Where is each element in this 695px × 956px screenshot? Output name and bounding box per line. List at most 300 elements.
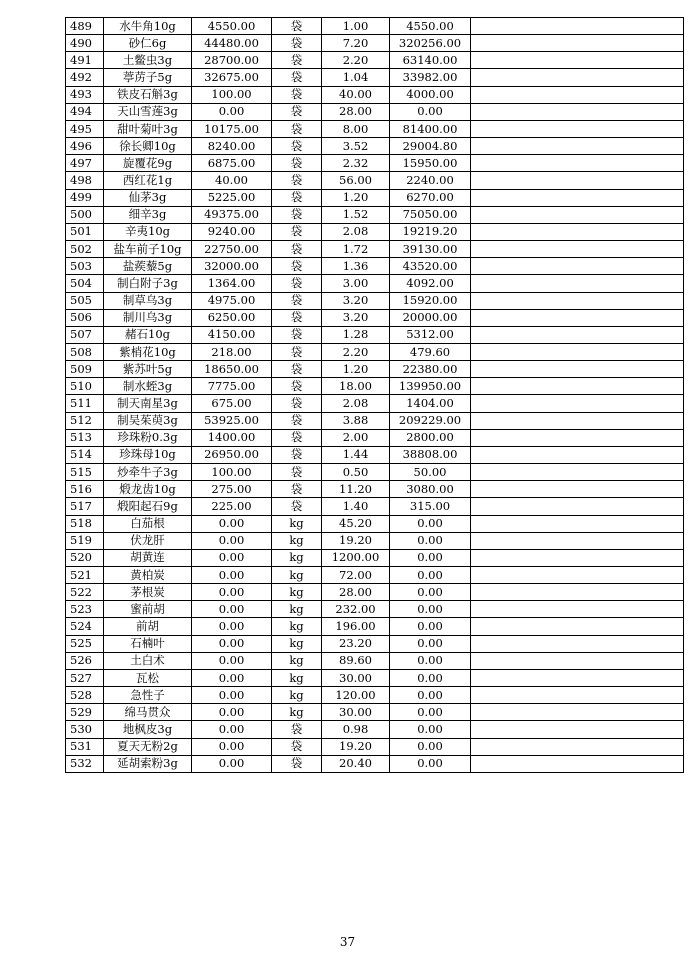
quantity-cell: 218.00 — [192, 343, 272, 360]
unit-cell: kg — [272, 687, 322, 704]
quantity-cell: 8240.00 — [192, 138, 272, 155]
table-row — [66, 52, 684, 69]
table-row — [66, 721, 684, 738]
unit-cell: 袋 — [272, 309, 322, 326]
unit-price-cell: 120.00 — [322, 687, 390, 704]
table-row — [66, 361, 684, 378]
table-row — [66, 343, 684, 360]
remark-cell — [471, 669, 684, 686]
quantity-cell: 100.00 — [192, 464, 272, 481]
quantity-cell: 53925.00 — [192, 412, 272, 429]
remark-cell — [471, 481, 684, 498]
remark-cell — [471, 446, 684, 463]
amount-cell: 2800.00 — [390, 429, 471, 446]
unit-price-cell: 40.00 — [322, 86, 390, 103]
unit-cell: kg — [272, 515, 322, 532]
quantity-cell: 40.00 — [192, 172, 272, 189]
remark-cell — [471, 687, 684, 704]
remark-cell — [471, 69, 684, 86]
item-name-cell: 盐车前子10g — [104, 241, 192, 258]
row-number-cell: 502 — [66, 241, 104, 258]
remark-cell — [471, 86, 684, 103]
unit-price-cell: 19.20 — [322, 738, 390, 755]
unit-price-cell: 1200.00 — [322, 549, 390, 566]
quantity-cell: 0.00 — [192, 738, 272, 755]
table-row — [66, 309, 684, 326]
unit-cell: 袋 — [272, 206, 322, 223]
unit-cell: 袋 — [272, 498, 322, 515]
row-number-cell: 501 — [66, 223, 104, 240]
remark-cell — [471, 189, 684, 206]
unit-cell: 袋 — [272, 189, 322, 206]
item-name-cell: 前胡 — [104, 618, 192, 635]
unit-cell: 袋 — [272, 241, 322, 258]
unit-price-cell: 2.20 — [322, 343, 390, 360]
item-name-cell: 西红花1g — [104, 172, 192, 189]
item-name-cell: 砂仁6g — [104, 35, 192, 52]
unit-price-cell: 1.36 — [322, 258, 390, 275]
table-row — [66, 755, 684, 772]
unit-cell: 袋 — [272, 755, 322, 772]
item-name-cell: 制川乌3g — [104, 309, 192, 326]
amount-cell: 0.00 — [390, 601, 471, 618]
amount-cell: 315.00 — [390, 498, 471, 515]
quantity-cell: 26950.00 — [192, 446, 272, 463]
row-number-cell: 514 — [66, 446, 104, 463]
item-name-cell: 制草乌3g — [104, 292, 192, 309]
unit-price-cell: 8.00 — [322, 120, 390, 137]
unit-price-cell: 1.04 — [322, 69, 390, 86]
amount-cell: 5312.00 — [390, 326, 471, 343]
row-number-cell: 510 — [66, 378, 104, 395]
quantity-cell: 0.00 — [192, 721, 272, 738]
item-name-cell: 延胡索粉3g — [104, 755, 192, 772]
item-name-cell: 旋覆花9g — [104, 155, 192, 172]
quantity-cell: 10175.00 — [192, 120, 272, 137]
row-number-cell: 496 — [66, 138, 104, 155]
item-name-cell: 夏天无粉2g — [104, 738, 192, 755]
table-row — [66, 120, 684, 137]
unit-price-cell: 2.20 — [322, 52, 390, 69]
unit-cell: kg — [272, 549, 322, 566]
remark-cell — [471, 18, 684, 35]
remark-cell — [471, 292, 684, 309]
amount-cell: 43520.00 — [390, 258, 471, 275]
table-row — [66, 326, 684, 343]
amount-cell: 0.00 — [390, 635, 471, 652]
row-number-cell: 499 — [66, 189, 104, 206]
quantity-cell: 0.00 — [192, 635, 272, 652]
item-name-cell: 紫梢花10g — [104, 343, 192, 360]
row-number-cell: 506 — [66, 309, 104, 326]
table-row — [66, 292, 684, 309]
row-number-cell: 524 — [66, 618, 104, 635]
unit-cell: kg — [272, 618, 322, 635]
unit-price-cell: 30.00 — [322, 669, 390, 686]
table-row — [66, 241, 684, 258]
table-row — [66, 515, 684, 532]
item-name-cell: 白茄根 — [104, 515, 192, 532]
table-row — [66, 206, 684, 223]
unit-price-cell: 28.00 — [322, 584, 390, 601]
unit-price-cell: 1.44 — [322, 446, 390, 463]
remark-cell — [471, 206, 684, 223]
unit-price-cell: 3.88 — [322, 412, 390, 429]
remark-cell — [471, 567, 684, 584]
item-name-cell: 铁皮石斛3g — [104, 86, 192, 103]
item-name-cell: 蜜前胡 — [104, 601, 192, 618]
table-row — [66, 69, 684, 86]
page-number: 37 — [339, 935, 356, 949]
unit-price-cell: 3.20 — [322, 292, 390, 309]
unit-price-cell: 1.72 — [322, 241, 390, 258]
item-name-cell: 水牛角10g — [104, 18, 192, 35]
amount-cell: 20000.00 — [390, 309, 471, 326]
remark-cell — [471, 464, 684, 481]
remark-cell — [471, 52, 684, 69]
unit-price-cell: 2.00 — [322, 429, 390, 446]
table-row — [66, 669, 684, 686]
remark-cell — [471, 704, 684, 721]
item-name-cell: 绵马贯众 — [104, 704, 192, 721]
quantity-cell: 0.00 — [192, 652, 272, 669]
unit-cell: 袋 — [272, 138, 322, 155]
quantity-cell: 18650.00 — [192, 361, 272, 378]
amount-cell: 0.00 — [390, 669, 471, 686]
remark-cell — [471, 429, 684, 446]
row-number-cell: 509 — [66, 361, 104, 378]
quantity-cell: 32675.00 — [192, 69, 272, 86]
amount-cell: 3080.00 — [390, 481, 471, 498]
quantity-cell: 100.00 — [192, 86, 272, 103]
remark-cell — [471, 343, 684, 360]
quantity-cell: 5225.00 — [192, 189, 272, 206]
table-row — [66, 275, 684, 292]
row-number-cell: 491 — [66, 52, 104, 69]
item-name-cell: 地枫皮3g — [104, 721, 192, 738]
unit-price-cell: 7.20 — [322, 35, 390, 52]
remark-cell — [471, 155, 684, 172]
amount-cell: 0.00 — [390, 515, 471, 532]
amount-cell: 139950.00 — [390, 378, 471, 395]
remark-cell — [471, 721, 684, 738]
remark-cell — [471, 584, 684, 601]
unit-price-cell: 18.00 — [322, 378, 390, 395]
amount-cell: 50.00 — [390, 464, 471, 481]
quantity-cell: 4550.00 — [192, 18, 272, 35]
row-number-cell: 493 — [66, 86, 104, 103]
unit-cell: 袋 — [272, 481, 322, 498]
unit-price-cell: 28.00 — [322, 103, 390, 120]
table-row — [66, 223, 684, 240]
remark-cell — [471, 652, 684, 669]
table-row — [66, 412, 684, 429]
amount-cell: 0.00 — [390, 738, 471, 755]
unit-cell: 袋 — [272, 446, 322, 463]
table-row — [66, 172, 684, 189]
quantity-cell: 225.00 — [192, 498, 272, 515]
item-name-cell: 辛夷10g — [104, 223, 192, 240]
row-number-cell: 528 — [66, 687, 104, 704]
unit-price-cell: 3.20 — [322, 309, 390, 326]
quantity-cell: 28700.00 — [192, 52, 272, 69]
remark-cell — [471, 395, 684, 412]
unit-cell: 袋 — [272, 395, 322, 412]
item-name-cell: 紫苏叶5g — [104, 361, 192, 378]
remark-cell — [471, 35, 684, 52]
row-number-cell: 527 — [66, 669, 104, 686]
row-number-cell: 517 — [66, 498, 104, 515]
unit-cell: 袋 — [272, 223, 322, 240]
unit-price-cell: 2.08 — [322, 223, 390, 240]
remark-cell — [471, 326, 684, 343]
row-number-cell: 530 — [66, 721, 104, 738]
quantity-cell: 0.00 — [192, 704, 272, 721]
quantity-cell: 0.00 — [192, 669, 272, 686]
unit-cell: kg — [272, 652, 322, 669]
unit-price-cell: 232.00 — [322, 601, 390, 618]
row-number-cell: 512 — [66, 412, 104, 429]
row-number-cell: 513 — [66, 429, 104, 446]
item-name-cell: 天山雪莲3g — [104, 103, 192, 120]
amount-cell: 4092.00 — [390, 275, 471, 292]
row-number-cell: 511 — [66, 395, 104, 412]
unit-price-cell: 23.20 — [322, 635, 390, 652]
quantity-cell: 0.00 — [192, 567, 272, 584]
table-row — [66, 704, 684, 721]
remark-cell — [471, 515, 684, 532]
amount-cell: 0.00 — [390, 103, 471, 120]
table-row — [66, 103, 684, 120]
table-row — [66, 549, 684, 566]
table-row — [66, 155, 684, 172]
table-row — [66, 86, 684, 103]
unit-price-cell: 30.00 — [322, 704, 390, 721]
unit-price-cell: 89.60 — [322, 652, 390, 669]
quantity-cell: 0.00 — [192, 755, 272, 772]
table-row — [66, 429, 684, 446]
row-number-cell: 507 — [66, 326, 104, 343]
item-name-cell: 石楠叶 — [104, 635, 192, 652]
unit-cell: 袋 — [272, 343, 322, 360]
remark-cell — [471, 241, 684, 258]
row-number-cell: 525 — [66, 635, 104, 652]
amount-cell: 75050.00 — [390, 206, 471, 223]
row-number-cell: 529 — [66, 704, 104, 721]
amount-cell: 63140.00 — [390, 52, 471, 69]
item-name-cell: 甜叶菊叶3g — [104, 120, 192, 137]
unit-cell: 袋 — [272, 361, 322, 378]
table-row — [66, 378, 684, 395]
amount-cell: 22380.00 — [390, 361, 471, 378]
item-name-cell: 茅根炭 — [104, 584, 192, 601]
remark-cell — [471, 223, 684, 240]
amount-cell: 0.00 — [390, 755, 471, 772]
table-row — [66, 138, 684, 155]
amount-cell: 38808.00 — [390, 446, 471, 463]
row-number-cell: 497 — [66, 155, 104, 172]
remark-cell — [471, 635, 684, 652]
unit-cell: kg — [272, 635, 322, 652]
item-name-cell: 制天南星3g — [104, 395, 192, 412]
table-row — [66, 258, 684, 275]
unit-price-cell: 1.20 — [322, 189, 390, 206]
quantity-cell: 44480.00 — [192, 35, 272, 52]
row-number-cell: 494 — [66, 103, 104, 120]
unit-cell: kg — [272, 669, 322, 686]
remark-cell — [471, 361, 684, 378]
unit-cell: 袋 — [272, 378, 322, 395]
table-row — [66, 498, 684, 515]
unit-price-cell: 196.00 — [322, 618, 390, 635]
amount-cell: 0.00 — [390, 532, 471, 549]
item-name-cell: 徐长卿10g — [104, 138, 192, 155]
quantity-cell: 0.00 — [192, 549, 272, 566]
amount-cell: 0.00 — [390, 584, 471, 601]
amount-cell: 4000.00 — [390, 86, 471, 103]
quantity-cell: 7775.00 — [192, 378, 272, 395]
amount-cell: 0.00 — [390, 652, 471, 669]
unit-price-cell: 1.00 — [322, 18, 390, 35]
unit-cell: 袋 — [272, 120, 322, 137]
unit-cell: kg — [272, 532, 322, 549]
unit-cell: kg — [272, 584, 322, 601]
row-number-cell: 518 — [66, 515, 104, 532]
remark-cell — [471, 549, 684, 566]
quantity-cell: 0.00 — [192, 601, 272, 618]
row-number-cell: 519 — [66, 532, 104, 549]
unit-cell: 袋 — [272, 429, 322, 446]
unit-cell: 袋 — [272, 69, 322, 86]
item-name-cell: 仙茅3g — [104, 189, 192, 206]
unit-price-cell: 1.40 — [322, 498, 390, 515]
table-row — [66, 738, 684, 755]
unit-cell: 袋 — [272, 103, 322, 120]
unit-cell: 袋 — [272, 412, 322, 429]
unit-cell: 袋 — [272, 52, 322, 69]
remark-cell — [471, 258, 684, 275]
amount-cell: 2240.00 — [390, 172, 471, 189]
amount-cell: 0.00 — [390, 687, 471, 704]
quantity-cell: 32000.00 — [192, 258, 272, 275]
quantity-cell: 0.00 — [192, 584, 272, 601]
table-row — [66, 18, 684, 35]
amount-cell: 0.00 — [390, 618, 471, 635]
unit-price-cell: 19.20 — [322, 532, 390, 549]
remark-cell — [471, 103, 684, 120]
unit-price-cell: 1.28 — [322, 326, 390, 343]
unit-cell: 袋 — [272, 155, 322, 172]
unit-cell: 袋 — [272, 275, 322, 292]
amount-cell: 479.60 — [390, 343, 471, 360]
amount-cell: 4550.00 — [390, 18, 471, 35]
table-row — [66, 567, 684, 584]
quantity-cell: 49375.00 — [192, 206, 272, 223]
item-name-cell: 煅龙齿10g — [104, 481, 192, 498]
row-number-cell: 526 — [66, 652, 104, 669]
unit-price-cell: 1.52 — [322, 206, 390, 223]
amount-cell: 209229.00 — [390, 412, 471, 429]
unit-cell: 袋 — [272, 721, 322, 738]
row-number-cell: 495 — [66, 120, 104, 137]
amount-cell: 15950.00 — [390, 155, 471, 172]
remark-cell — [471, 172, 684, 189]
remark-cell — [471, 120, 684, 137]
table-row — [66, 687, 684, 704]
row-number-cell: 492 — [66, 69, 104, 86]
amount-cell: 1404.00 — [390, 395, 471, 412]
unit-cell: 袋 — [272, 326, 322, 343]
row-number-cell: 532 — [66, 755, 104, 772]
remark-cell — [471, 498, 684, 515]
row-number-cell: 523 — [66, 601, 104, 618]
item-name-cell: 急性子 — [104, 687, 192, 704]
remark-cell — [471, 412, 684, 429]
remark-cell — [471, 618, 684, 635]
quantity-cell: 6875.00 — [192, 155, 272, 172]
row-number-cell: 515 — [66, 464, 104, 481]
item-name-cell: 土白术 — [104, 652, 192, 669]
table-row — [66, 395, 684, 412]
unit-cell: 袋 — [272, 35, 322, 52]
unit-price-cell: 0.98 — [322, 721, 390, 738]
item-name-cell: 胡黄连 — [104, 549, 192, 566]
row-number-cell: 522 — [66, 584, 104, 601]
quantity-cell: 0.00 — [192, 103, 272, 120]
item-name-cell: 煅阳起石9g — [104, 498, 192, 515]
table-row — [66, 635, 684, 652]
quantity-cell: 4150.00 — [192, 326, 272, 343]
table-row — [66, 584, 684, 601]
table-row — [66, 601, 684, 618]
row-number-cell: 489 — [66, 18, 104, 35]
unit-cell: 袋 — [272, 86, 322, 103]
unit-price-cell: 11.20 — [322, 481, 390, 498]
quantity-cell: 9240.00 — [192, 223, 272, 240]
row-number-cell: 516 — [66, 481, 104, 498]
unit-cell: 袋 — [272, 258, 322, 275]
remark-cell — [471, 532, 684, 549]
unit-price-cell: 72.00 — [322, 567, 390, 584]
table-row — [66, 652, 684, 669]
quantity-cell: 0.00 — [192, 618, 272, 635]
row-number-cell: 503 — [66, 258, 104, 275]
amount-cell: 33982.00 — [390, 69, 471, 86]
item-name-cell: 制吴茱萸3g — [104, 412, 192, 429]
unit-price-cell: 1.20 — [322, 361, 390, 378]
unit-cell: kg — [272, 704, 322, 721]
table-row — [66, 446, 684, 463]
item-name-cell: 伏龙肝 — [104, 532, 192, 549]
table-row — [66, 532, 684, 549]
unit-cell: kg — [272, 567, 322, 584]
amount-cell: 0.00 — [390, 721, 471, 738]
remark-cell — [471, 138, 684, 155]
row-number-cell: 508 — [66, 343, 104, 360]
amount-cell: 15920.00 — [390, 292, 471, 309]
unit-price-cell: 3.52 — [322, 138, 390, 155]
quantity-cell: 22750.00 — [192, 241, 272, 258]
unit-price-cell: 2.32 — [322, 155, 390, 172]
row-number-cell: 500 — [66, 206, 104, 223]
unit-price-cell: 2.08 — [322, 395, 390, 412]
item-name-cell: 瓦松 — [104, 669, 192, 686]
table-row — [66, 464, 684, 481]
item-name-cell: 制白附子3g — [104, 275, 192, 292]
unit-price-cell: 20.40 — [322, 755, 390, 772]
amount-cell: 0.00 — [390, 704, 471, 721]
unit-cell: 袋 — [272, 464, 322, 481]
